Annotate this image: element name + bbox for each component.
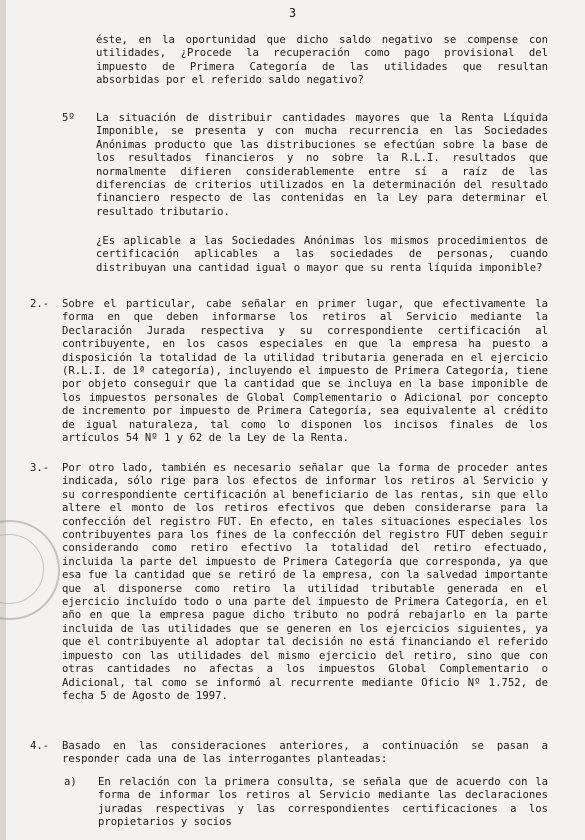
paragraph-4-text: Basado en las consideraciones anteriores, a continuación se pasan a responder cada una de las interrogantes planteadas: [62,740,548,766]
question-5-text: La situación de distribuir cantidades mayores que la Renta Líquida Imponible, se presenta y con mucha recurrencia en las Sociedades Anónimas producto que las distribuciones se efectúan sobre la base de los resultados financieros y no sobre la R.L.I. resultados que normalmente difieren considerablemente entre sí a raíz de las diferencias de criterios utilizados en la determinación del resultado financiero respecto de las contenidas en la Ley para determinar el resultado tributario. [96,112,548,218]
paragraph-3-text: Por otro lado, también es necesario señalar que la forma de proceder antes indicada, sólo rige para los efectos de informar los retiros al Servicio y su correspondiente certificación al beneficiario de las rentas, sin que ello altere el monto de los retiros efectivos que deben considerarse para la confección del registro FUT. En efecto, en tales situaciones especiales los contribuyentes para los fines de la confección del registro FUT deben seguir considerando como retiro efectivo la totalidad del retiro efectuado, incluida la parte del impuesto de Primera Categoría que corresponda, ya que esa fue la cantidad que se retiró de la empresa, con la salvedad importante que al disponerse como retiro la utilidad tributable generada en el ejercicio incluído todo o una parte del impuesto de Primera Categoría, en el año en que la empresa pague dicho tributo no podrá rebajarlo en la parte incluida de las utilidades que se generen en los ejercicios siguientes, ya que el contribuyente al adoptar tal decisión no está financiando el referido impuesto con las utilidades del mismo ejercicio del retiro, sino que con otras cantidades no afectas a los impuestos Global Complementario o Adicional, tal como se informó al recurrente mediante Oficio Nº 1.752, de fecha 5 de Agosto de 1997. [62,462,548,702]
page-number: 3 [288,6,297,20]
question-5-question: ¿Es aplicable a las Sociedades Anónimas los mismos procedimientos de certificación aplicables a las sociedades de personas, cuando distribuyan una cantidad igual o mayor que su renta líquida imponible? [96,235,548,274]
item-a-label: a) [64,776,77,788]
paragraph-2-text: Sobre el particular, cabe señalar en primer lugar, que efectivamente la forma en que deben informarse los retiros al Servicio mediante la Declaración Jurada respectiva y su correspondiente certificación al contribuyente, en los casos especiales en que la empresa ha puesto a disposición la totalidad de la utilidad tributaria generada en el ejercicio (R.L.I. de 1ª categoría), incluyendo el impuesto de Primera Categoría, tiene por objeto conseguir que la cantidad que se incluya en la base imponible de los impuestos personales de Global Complementario o Adicional por concepto de incremento por impuesto de Primera Categoría, sea equivalente al crédito de igual naturaleza, tal como lo disponen los incisos finales de los artículos 54 Nº 1 y 62 de la Ley de la Renta. [62,298,548,445]
question-5-number: 5º [62,112,75,124]
seal-inner-ring [0,534,44,604]
intro-continuation: éste, en la oportunidad que dicho saldo negativo se compense con utilidades, ¿Procede la recuperación como pago provisional del impuesto de Primera Categoría de las utilidades que resultan absorbidas por el referido saldo negativo? [96,34,548,87]
paragraph-3-number: 3.- [30,462,50,474]
paragraph-4-number: 4.- [30,740,50,752]
page-edge-shadow [0,0,6,840]
official-seal-stamp [0,520,60,620]
item-a-text: En relación con la primera consulta, se señala que de acuerdo con la forma de informar los retiros al Servicio mediante las declaraciones juradas respectivas y las correspondientes certificaciones a los propietarios y socios [98,776,548,829]
paragraph-2-number: 2.- [30,298,50,310]
